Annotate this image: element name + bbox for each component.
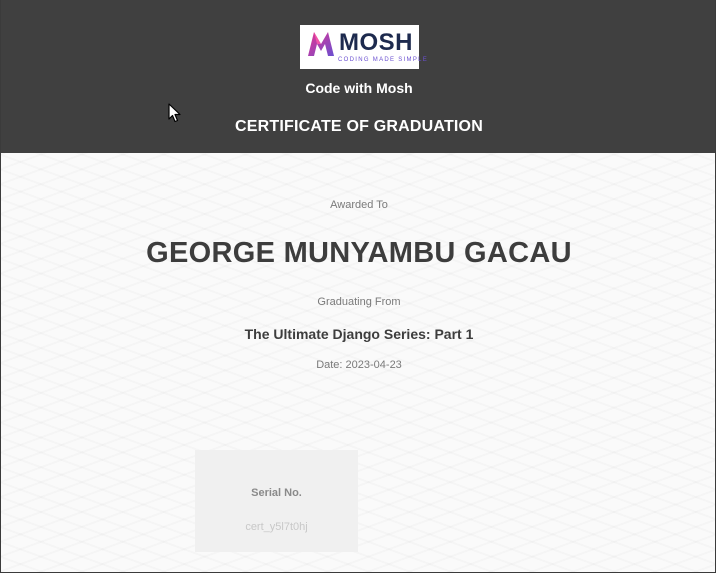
mosh-logo [300,25,429,69]
serial-number-value: cert_y5l7t0hj [245,521,308,533]
mosh-logo-icon [306,30,336,58]
logo-tagline: CODING MADE SIMPLE [338,57,429,63]
serial-number-box [195,450,358,552]
certificate-title: CERTIFICATE OF GRADUATION [235,118,483,135]
serial-number-label: Serial No. [251,487,302,499]
graduation-date: Date: 2023-04-23 [316,359,402,371]
recipient-name: GEORGE MUNYAMBU GACAU [146,237,572,269]
certificate-header [1,0,716,153]
awarded-to-label: Awarded To [330,199,388,211]
logo-wordmark: MOSH [339,29,413,56]
graduating-from-label: Graduating From [317,296,401,308]
certificate-body [1,153,716,573]
course-name: The Ultimate Django Series: Part 1 [244,326,474,342]
mouse-pointer-icon [168,103,181,123]
organization-name: Code with Mosh [305,80,413,96]
